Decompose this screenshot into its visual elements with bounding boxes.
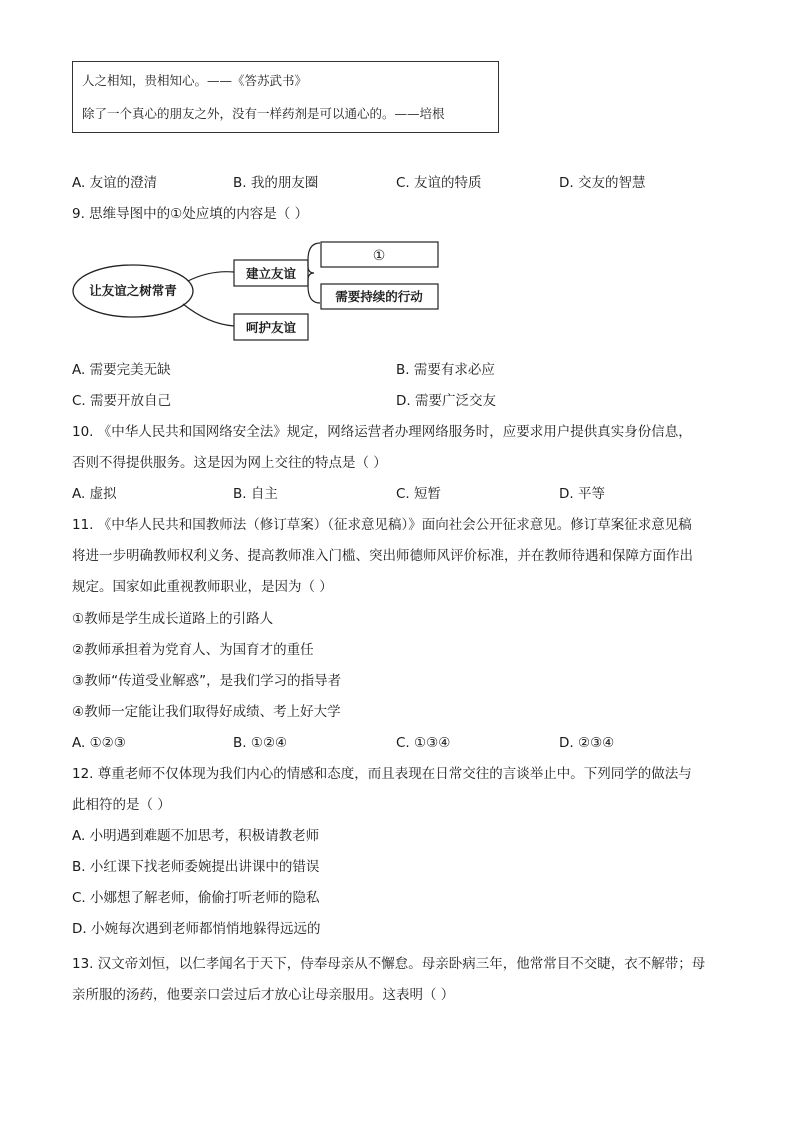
q11-stem-line-1: 11. 《中华人民共和国教师法（修订草案）（征求意见稿）》面向社会公开征求意见。修订草案征求意见稿 xyxy=(72,517,692,533)
q12-option-b: B. 小红课下找老师委婉提出讲课中的错误 xyxy=(72,859,320,875)
q11-statement-4: ④教师一定能让我们取得好成绩、考上好大学 xyxy=(72,704,341,720)
q10-option-b: B. 自主 xyxy=(233,486,278,502)
mind-map-branch2-label: 呵护友谊 xyxy=(245,320,297,335)
q9-option-c: C. 需要开放自己 xyxy=(72,393,172,409)
q8-option-d: D. 交友的智慧 xyxy=(559,175,646,191)
q10-option-a: A. 虚拟 xyxy=(72,486,117,502)
q12-stem-line-1: 12. 尊重老师不仅体现为我们内心的情感和态度，而且表现在日常交往的言谈举止中。下列同学的做法与 xyxy=(72,766,692,782)
q12-option-c: C. 小娜想了解老师，偷偷打听老师的隐私 xyxy=(72,890,320,906)
q10-option-c: C. 短暂 xyxy=(396,486,442,502)
quote-line-2: 除了一个真心的朋友之外，没有一样药剂是可以通心的。——培根 xyxy=(82,106,445,121)
q11-stem-line-3: 规定。国家如此重视教师职业，是因为（ ） xyxy=(72,579,333,595)
quote-line-1: 人之相知，贵相知心。——《答苏武书》 xyxy=(82,73,308,88)
q9-stem: 9. 思维导图中的①处应填的内容是（ ） xyxy=(72,206,309,222)
connector-root-branch1 xyxy=(188,272,234,281)
q11-statement-1: ①教师是学生成长道路上的引路人 xyxy=(72,611,274,627)
q11-option-b: B. ①②④ xyxy=(233,735,288,751)
q8-option-a: A. 友谊的澄清 xyxy=(72,175,158,191)
q9-option-b: B. 需要有求必应 xyxy=(396,362,495,378)
q13-stem-line-2: 亲所服的汤药，他要亲口尝过后才放心让母亲服用。这表明（ ） xyxy=(72,987,455,1003)
q8-option-b: B. 我的朋友圈 xyxy=(233,175,319,191)
q11-option-c: C. ①③④ xyxy=(396,735,451,751)
mind-map-brace xyxy=(308,243,320,303)
mind-map-leaf1-label: ① xyxy=(372,248,386,264)
q11-statement-2: ②教师承担着为党育人、为国育才的重任 xyxy=(72,642,314,658)
q11-option-a: A. ①②③ xyxy=(72,735,126,751)
q10-stem-line-2: 否则不得提供服务。这是因为网上交往的特点是（ ） xyxy=(72,455,387,471)
q12-option-d: D. 小婉每次遇到老师都悄悄地躲得远远的 xyxy=(72,921,321,937)
q11-statement-3: ③教师“传道受业解惑”，是我们学习的指导者 xyxy=(72,673,342,689)
q10-option-d: D. 平等 xyxy=(559,486,605,502)
q11-option-d: D. ②③④ xyxy=(559,735,615,751)
mind-map-diagram xyxy=(70,238,450,342)
q9-option-d: D. 需要广泛交友 xyxy=(396,393,496,409)
q12-stem-line-2: 此相符的是（ ） xyxy=(72,797,171,813)
q10-stem-line-1: 10. 《中华人民共和国网络安全法》规定，网络运营者办理网络服务时，应要求用户提供真实身份信息， xyxy=(72,424,692,440)
mind-map-branch1-label: 建立友谊 xyxy=(245,266,297,281)
q11-stem-line-2: 将进一步明确教师权利义务、提高教师准入门槛、突出师德师风评价标准，并在教师待遇和保障方面作出 xyxy=(72,548,693,564)
q8-option-c: C. 友谊的特质 xyxy=(396,175,482,191)
mind-map-root-label: 让友谊之树常青 xyxy=(89,283,177,298)
connector-root-branch2 xyxy=(183,304,234,326)
mind-map-leaf2-label: 需要持续的行动 xyxy=(335,289,423,304)
q12-option-a: A. 小明遇到难题不加思考，积极请教老师 xyxy=(72,828,320,844)
q9-option-a: A. 需要完美无缺 xyxy=(72,362,171,378)
quote-box xyxy=(72,61,499,133)
q13-stem-line-1: 13. 汉文帝刘恒，以仁孝闻名于天下，侍奉母亲从不懈怠。母亲卧病三年，他常常目不交睫，衣不解带；母 xyxy=(72,956,706,972)
